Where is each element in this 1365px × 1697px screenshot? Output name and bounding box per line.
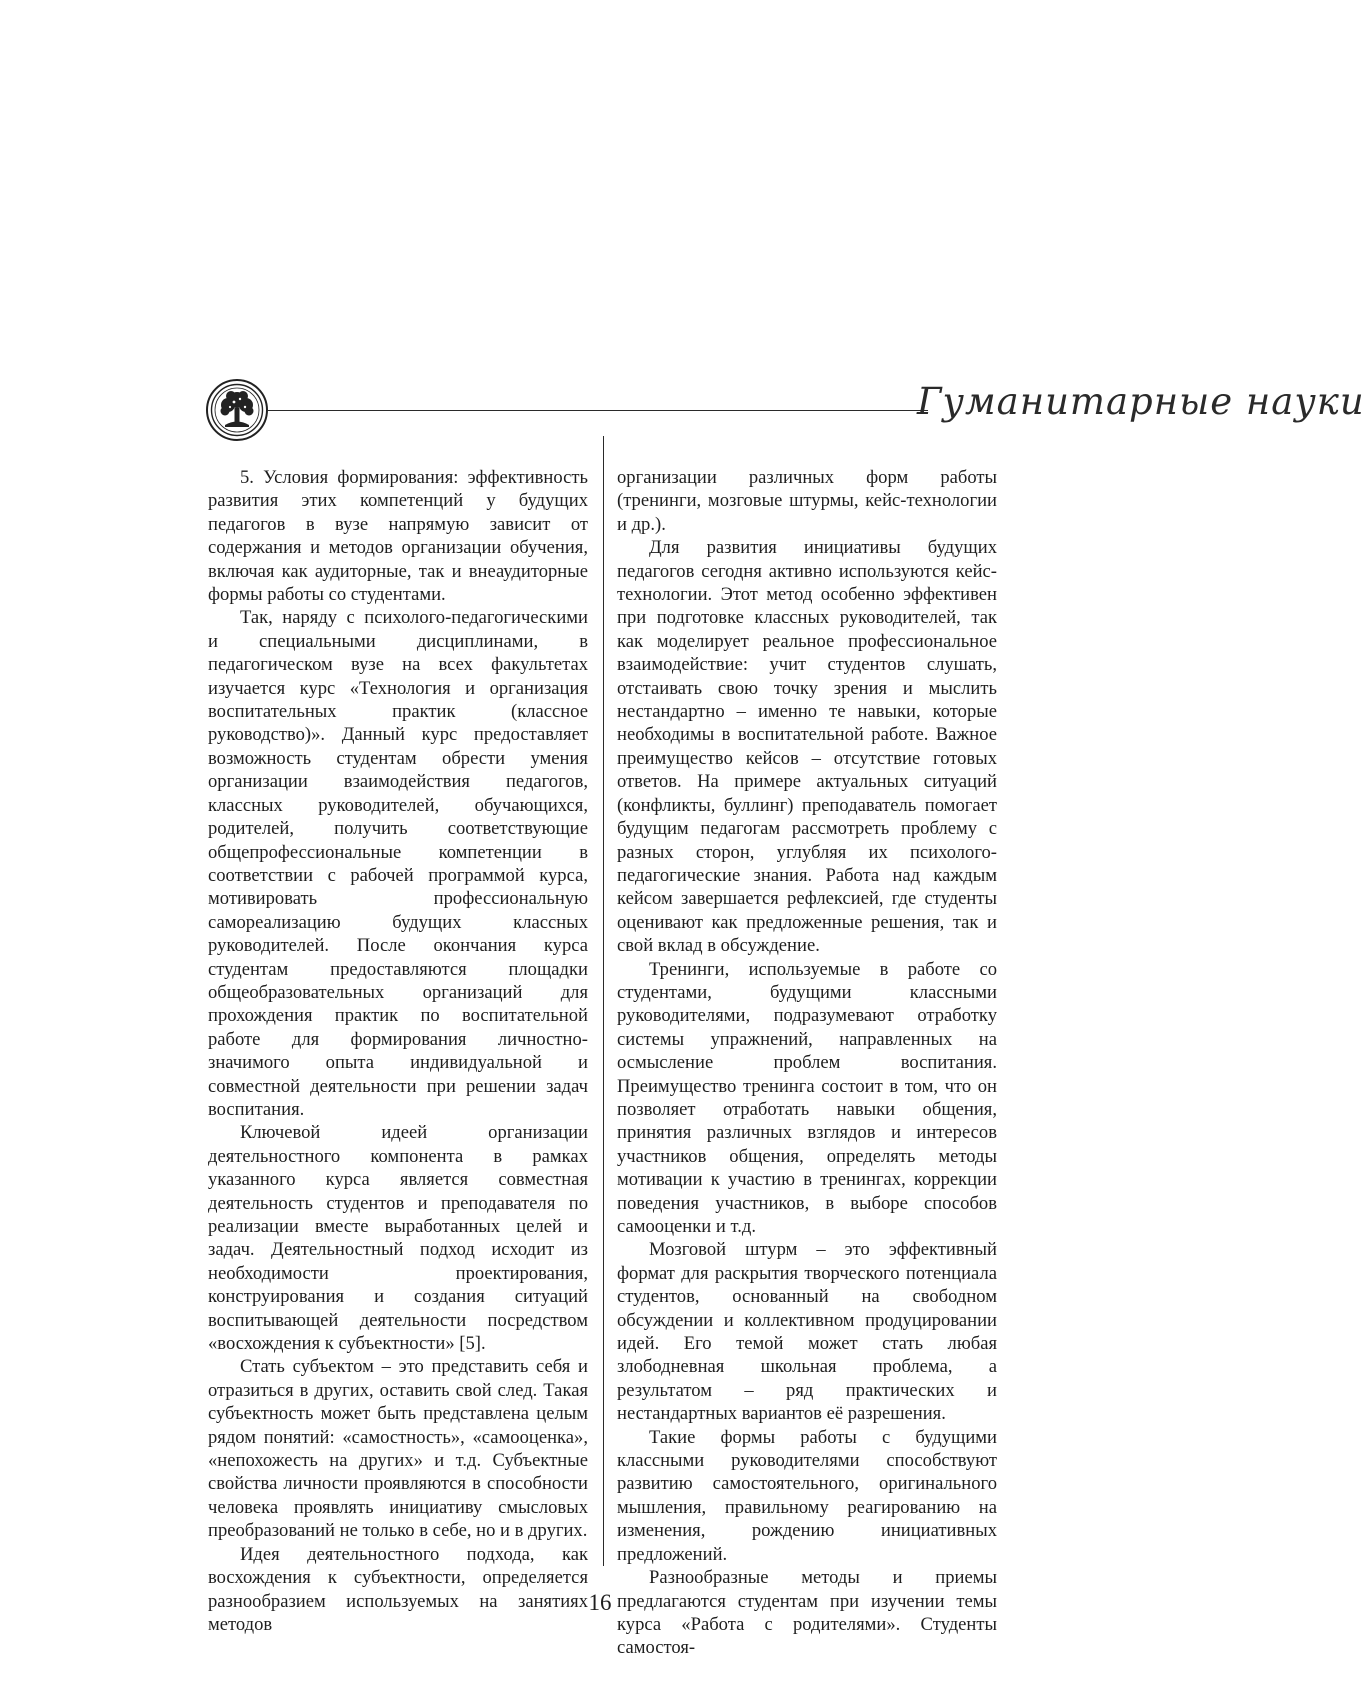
paragraph: Разнообразные методы и приемы предлагаются студентам при изучении темы курса «Работа с родителями». Студенты самостоя- — [617, 1567, 997, 1659]
section-title: Гуманитарные науки — [917, 380, 1365, 423]
paragraph: Тренинги, используемые в работе со студентами, будущими классными руководителями, подразумевают отработку системы упражнений, направленных на осмысление проблем воспитания. Преимущество тренинга состоит в том, что он позволяет отработать навыки общения, принятия различных взглядов и интересов участников общения, определять методы мотивации к участию в тренингах, коррекции поведения участников, в выборе способов самооценки и т.д. — [617, 958, 997, 1237]
paragraph: Ключевой идеей организации деятельностного компонента в рамках указанного курса является совместная деятельность студентов и преподавателя по реализации вместе выработанных целей и задач. Деятельностный подход исходит из необходимости проектирования, конструирования и создания ситуаций воспитывающей деятельности посредством «восхождения к субъектности» [5]. — [208, 1122, 588, 1355]
paragraph: Идея деятельностного подхода, как восхождения к субъектности, определяется разнообразием используемых на занятиях методов — [208, 1543, 588, 1635]
paragraph: Так, наряду с психолого-педагогическими и специальными дисциплинами, в педагогическом вузе на всех факультетах изучается курс «Технология и организация воспитательных практик (классное руководство)». Данный курс предоставляет возможность студентам обрести умения организации взаимодействия педагогов, классных руководителей, обучающихся, родителей, получить соответствующие общепрофессиональные компетенции в соответствии с рабочей программой курса, мотивировать профессиональную самореализацию будущих классных руководителей. После окончания курса студентам предоставляются площадки общеобразовательных организаций для прохождения практик по воспитательной работе для формирования личностно-значимого опыта индивидуальной и совместной деятельности при решении задач воспитания. — [208, 607, 588, 1120]
paragraph: 5. Условия формирования: эффективность развития этих компетенций у будущих педагогов в вузе напрямую зависит от содержания и методов организации обучения, включая как аудиторные, так и внеаудиторные формы работы со студентами. — [208, 467, 588, 606]
paragraph: Стать субъектом – это представить себя и отразиться в других, оставить свой след. Такая субъектность может быть представлена целым рядом понятий: «самостность», «самооценка», «непохожесть на других» и т.д. Субъектные свойства личности проявляются в способности человека проявлять инициативу смысловых преобразований не только в себе, но и в других. — [208, 1356, 588, 1542]
right-column — [617, 466, 997, 1660]
page-number: 16 — [588, 1590, 612, 1615]
paragraph: Такие формы работы с будущими классными руководителями способствуют развитию самостоятельного, оригинального мышления, правильному реагированию на изменения, рождению инициативных предложений. — [617, 1426, 997, 1565]
page-header — [205, 378, 1365, 448]
left-column — [208, 466, 588, 1636]
paragraph: Мозговой штурм – это эффективный формат для раскрытия творческого потенциала студентов, основанный на свободном обсуждении и коллективном продуцировании идей. Его темой может стать любая злободневная школьная проблема, а результатом – ряд практических и нестандартных вариантов её разрешения. — [617, 1239, 997, 1425]
paragraph-continued: организации различных форм работы (тренинги, мозговые штурмы, кейс-технологии и др.). — [617, 467, 997, 535]
header-rule — [268, 410, 928, 411]
column-divider — [603, 436, 604, 1566]
paragraph: Для развития инициативы будущих педагогов сегодня активно используются кейс-технологии. Этот метод особенно эффективен при подготовке классных руководителей, так как моделирует реальное профессиональное взаимодействие: учит студентов слушать, отстаивать свою точку зрения и мыслить нестандартно – именно те навыки, которые необходимы в воспитательной работе. Важное преимущество кейсов – отсутствие готовых ответов. На примере актуальных ситуаций (конфликты, буллинг) преподаватель помогает будущим педагогам рассмотреть проблему с разных сторон, углубляя их психолого-педагогические знания. Работа над каждым кейсом завершается рефлексией, где студенты оценивают как предложенные решения, так и свой вклад в обсуждение. — [617, 537, 997, 957]
tree-emblem-icon — [205, 378, 269, 442]
